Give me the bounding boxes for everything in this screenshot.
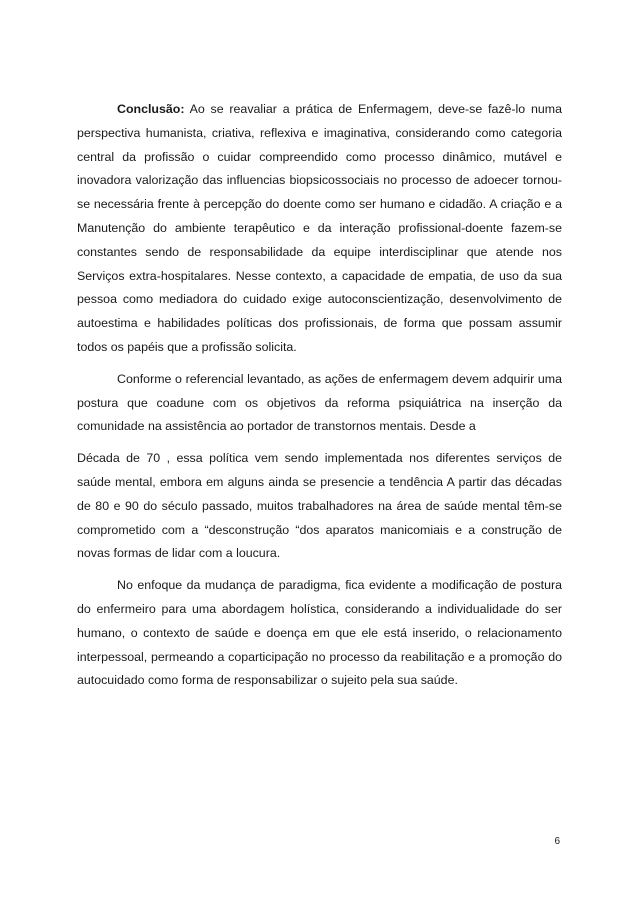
body-text [77,98,562,701]
paragraph-referencial: Conforme o referencial levantado, as ações de enfermagem devem adquirir uma postura que coadune com os objetivos da reforma psiquiátrica na inserção da comunidade na assistência ao portador de transtornos mentais. Desde a [77,371,562,434]
paragraph-conclusion [77,98,562,360]
paragraph-text: Ao se reavaliar a prática de Enfermagem, deve-se fazê-lo numa perspectiva humanista, criativa, reflexiva e imaginativa, considerando como categoria central da profissão o cuidar compreendido como processo dinâmico, mutável e inovadora valorização das influencias biopsicossociais no processo de adoecer tornou-se necessária frente à percepção do doente como ser humano e cidadão. A criação e a Manutenção do ambiente terapêutico e da interação profissional-doente fazem-se constantes sendo de responsabilidade da equipe interdisciplinar que atende nos Serviços extra-hospitalares. Nesse contexto, a capacidade de empatia, de uso da sua pessoa como mediadora do cuidado exige autoconscientização, desenvolvimento de autoestima e habilidades políticas dos profissionais, de forma que possam assumir todos os papéis que a profissão solicita. [77,102,562,354]
paragraph-enfoque: No enfoque da mudança de paradigma, fica evidente a modificação de postura do enfermeiro para uma abordagem holística, considerando a individualidade do ser humano, o contexto de saúde e doença em que ele está inserido, o relacionamento interpessoal, permeando a coparticipação no processo da reabilitação e a promoção do autocuidado como forma de responsabilizar o sujeito pela sua saúde. [77,578,562,688]
page-number: 6 [554,836,560,847]
paragraph-decada: Década de 70 , essa política vem sendo implementada nos diferentes serviços de saúde mental, embora em alguns ainda se presencie a tendência A partir das décadas de 80 e 90 do século passado, muitos trabalhadores na área de saúde mental têm-se comprometido com a “desconstrução “dos aparatos manicomiais e a construção de novas formas de lidar com a loucura. [77,451,562,561]
conclusion-lead: Conclusão: [117,102,185,116]
